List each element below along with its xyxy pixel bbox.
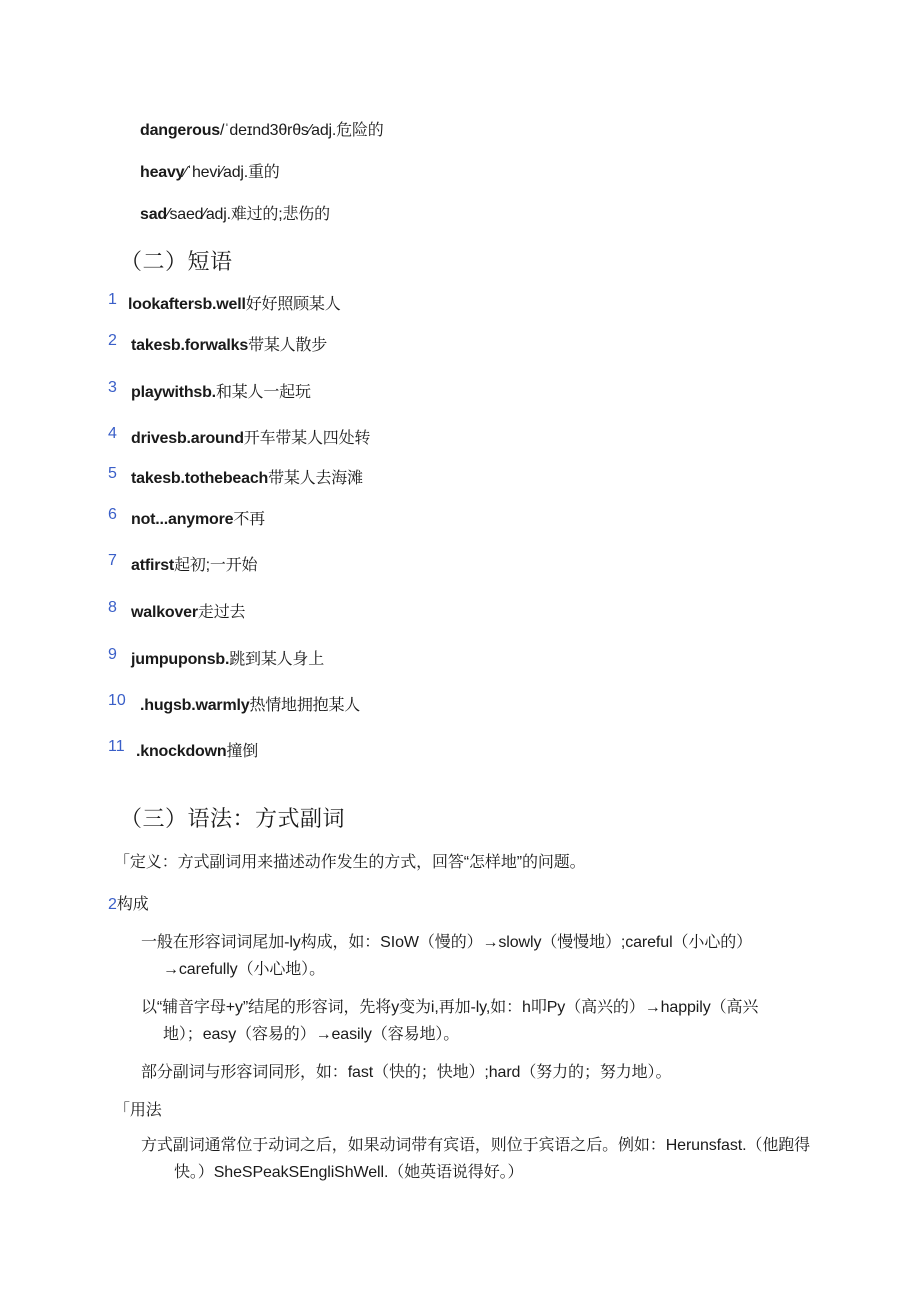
phrase-item (108, 738, 259, 760)
phrase-english: atfirst (131, 557, 175, 574)
phrase-chinese: 带某人散步 (248, 337, 328, 354)
phrase-item (108, 425, 371, 447)
phrase-english: takesb.forwalks (131, 337, 249, 354)
phrase-text (131, 506, 265, 529)
phrase-item (108, 646, 325, 668)
vocab-definition: /ˈdeɪnd3θrθs⁄adj.危险的 (220, 122, 384, 139)
phrase-english: lookaftersb.well (128, 296, 246, 313)
phrase-english: drivesb.around (131, 430, 244, 447)
phrase-text (131, 425, 370, 448)
phrase-chinese: 好好照顾某人 (245, 296, 341, 313)
phrase-number: 8 (108, 599, 117, 616)
phrase-text (131, 332, 327, 355)
rule-2-line-1: 以“辅音字母+y”结尾的形容词，先将y变为i,再加-ly,如：h叩Py（高兴的）→happily（高兴 (141, 999, 759, 1016)
section-heading-phrases: （二）短语 (120, 249, 233, 274)
phrase-item (108, 332, 328, 354)
vocab-item (140, 117, 384, 140)
grammar-form-heading (108, 891, 149, 914)
phrase-chinese: 走过去 (197, 604, 246, 621)
phrase-chinese: 带某人去海滩 (268, 470, 363, 487)
phrase-number: 1 (108, 291, 117, 308)
phrase-number: 7 (108, 552, 117, 569)
phrase-number: 11 (108, 738, 125, 755)
vocab-definition: ⁄ˈhevi⁄adj.重的 (184, 164, 280, 181)
phrase-english: playwithsb. (131, 384, 216, 401)
rule-1-line-1: 一般在形容词词尾加-ly构成，如：SIoW（慢的）→slowly（慢慢地）;careful（小心的） (141, 934, 753, 951)
phrase-text (136, 738, 258, 761)
vocab-item (140, 201, 330, 224)
vocab-definition: ⁄saed⁄adj.难过的;悲伤的 (166, 206, 330, 223)
vocab-word: sad (140, 206, 167, 223)
phrase-number: 4 (108, 425, 117, 442)
phrase-english: jumpuponsb. (131, 651, 230, 668)
phrase-text (131, 465, 363, 488)
form-number: 2 (108, 896, 117, 913)
phrase-english: .knockdown (136, 743, 227, 760)
phrase-number: 2 (108, 332, 117, 349)
rule-2-line-2: 地）；easy（容易的）→easily（容易地）。 (163, 1026, 460, 1043)
rule-1-line-2: →carefully（小心地）。 (163, 961, 325, 978)
phrase-english: not...anymore (131, 511, 234, 528)
phrase-text (131, 552, 257, 575)
vocab-word: dangerous (140, 122, 220, 139)
phrase-english: takesb.tothebeach (131, 470, 269, 487)
phrase-chinese: 起初;一开始 (174, 557, 258, 574)
usage-line-2: 快。）SheSPeakSEngliShWell.（她英语说得好。） (174, 1164, 524, 1181)
phrase-chinese: 不再 (233, 511, 265, 528)
phrase-chinese: 撞倒 (226, 743, 259, 760)
phrase-number: 9 (108, 646, 117, 663)
phrase-text (131, 646, 324, 669)
phrase-item (108, 465, 363, 487)
phrase-english: .hugsb.warmly (140, 697, 250, 714)
phrase-item (108, 291, 341, 313)
phrase-item (108, 552, 258, 574)
grammar-definition: 「定义：方式副词用来描述动作发生的方式，回答“怎样地”的问题。 (114, 854, 586, 871)
phrase-number: 3 (108, 379, 117, 396)
phrase-chinese: 开车带某人四处转 (243, 430, 371, 447)
phrase-item (108, 379, 311, 401)
phrase-number: 5 (108, 465, 117, 482)
rule-3: 部分副词与形容词同形，如：fast（快的；快地）;hard（努力的；努力地）。 (141, 1064, 672, 1081)
phrase-item (108, 692, 361, 714)
phrase-english: walkover (131, 604, 198, 621)
phrase-text (131, 599, 245, 622)
grammar-usage-heading: 「用法 (114, 1102, 162, 1119)
form-heading-text: 构成 (116, 896, 149, 913)
phrase-chinese: 和某人一起玩 (215, 384, 311, 401)
vocab-word: heavy (140, 164, 185, 181)
phrase-text (131, 379, 311, 402)
vocab-item (140, 159, 280, 182)
phrase-item (108, 599, 246, 621)
phrase-text (140, 692, 360, 715)
phrase-chinese: 跳到某人身上 (229, 651, 325, 668)
phrase-text (128, 291, 341, 314)
phrase-number: 6 (108, 506, 117, 523)
usage-line-1: 方式副词通常位于动词之后，如果动词带有宾语，则位于宾语之后。例如：Herunsfast.（他跑得 (141, 1137, 811, 1154)
phrase-item (108, 506, 265, 528)
phrase-number: 10 (108, 692, 126, 709)
phrase-chinese: 热情地拥抱某人 (249, 697, 361, 714)
section-heading-grammar: （三）语法：方式副词 (120, 806, 346, 831)
